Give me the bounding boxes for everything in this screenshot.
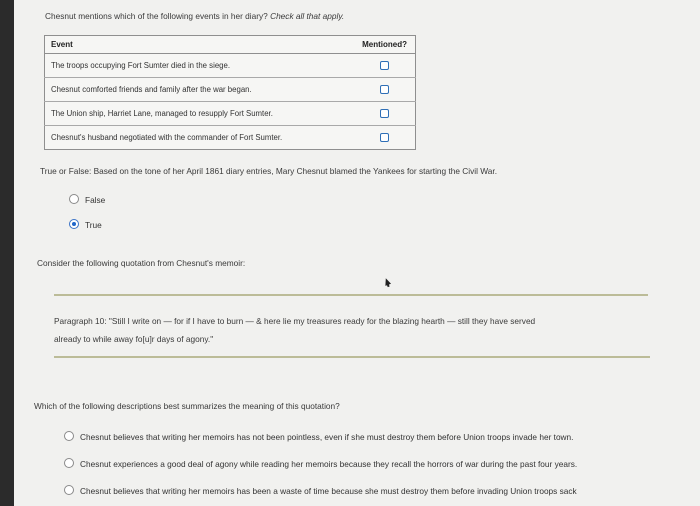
table-row: [45, 102, 416, 126]
event-cell: The Union ship, Harriet Lane, managed to resupply Fort Sumter.: [45, 102, 356, 126]
mentioned-checkbox[interactable]: [380, 61, 389, 70]
answer-option-radio[interactable]: [64, 485, 74, 495]
quote-bottom-rule: [54, 356, 650, 358]
q3-intro: Consider the following quotation from Chesnut's memoir:: [37, 258, 246, 268]
edge-mark: [3, 10, 11, 17]
mentioned-checkbox[interactable]: [380, 133, 389, 142]
col-mentioned-header: Mentioned?: [356, 36, 416, 54]
q2-prompt: True or False: Based on the tone of her April 1861 diary entries, Mary Chesnut blamed the Yankees for starting the Civil War.: [40, 166, 498, 176]
answer-option-label: Chesnut experiences a good deal of agony while reading her memoirs because they recall the horrors of war during the past four years.: [80, 459, 578, 469]
q1-prompt-text: Chesnut mentions which of the following events in her diary?: [45, 11, 268, 21]
table-row: [45, 126, 416, 150]
quote-line-1: Paragraph 10: "Still I write on — for if I have to burn — & here lie my treasures ready for the blazing hearth — still they have served: [54, 316, 536, 326]
event-cell: Chesnut comforted friends and family after the war began.: [45, 78, 356, 102]
radio-false-label: False: [85, 195, 106, 205]
radio-true-label: True: [85, 220, 102, 230]
q1-prompt: [45, 11, 344, 21]
answer-option-label: Chesnut believes that writing her memoirs has not been pointless, even if she must destroy them before Union troops invade her town.: [80, 432, 574, 442]
table-row: [45, 78, 416, 102]
answer-option-label: Chesnut believes that writing her memoirs has been a waste of time because she must destroy them before invading Union troops sack: [80, 486, 577, 496]
events-table: [44, 35, 416, 150]
quote-line-2: already to while away fo[u]r days of agony.": [54, 334, 214, 344]
event-cell: Chesnut's husband negotiated with the commander of Fort Sumter.: [45, 126, 356, 150]
quote-top-rule: [54, 294, 648, 296]
table-row: [45, 54, 416, 78]
q1-hint: Check all that apply.: [270, 11, 345, 21]
mentioned-checkbox[interactable]: [380, 85, 389, 94]
event-cell: The troops occupying Fort Sumter died in the siege.: [45, 54, 356, 78]
table-header-row: [45, 36, 416, 54]
radio-false[interactable]: [69, 194, 79, 204]
answer-option-radio[interactable]: [64, 431, 74, 441]
mentioned-checkbox[interactable]: [380, 109, 389, 118]
q3-prompt: Which of the following descriptions best summarizes the meaning of this quotation?: [34, 401, 340, 411]
col-event-header: Event: [45, 36, 356, 54]
answer-option-radio[interactable]: [64, 458, 74, 468]
radio-true[interactable]: [69, 219, 79, 229]
